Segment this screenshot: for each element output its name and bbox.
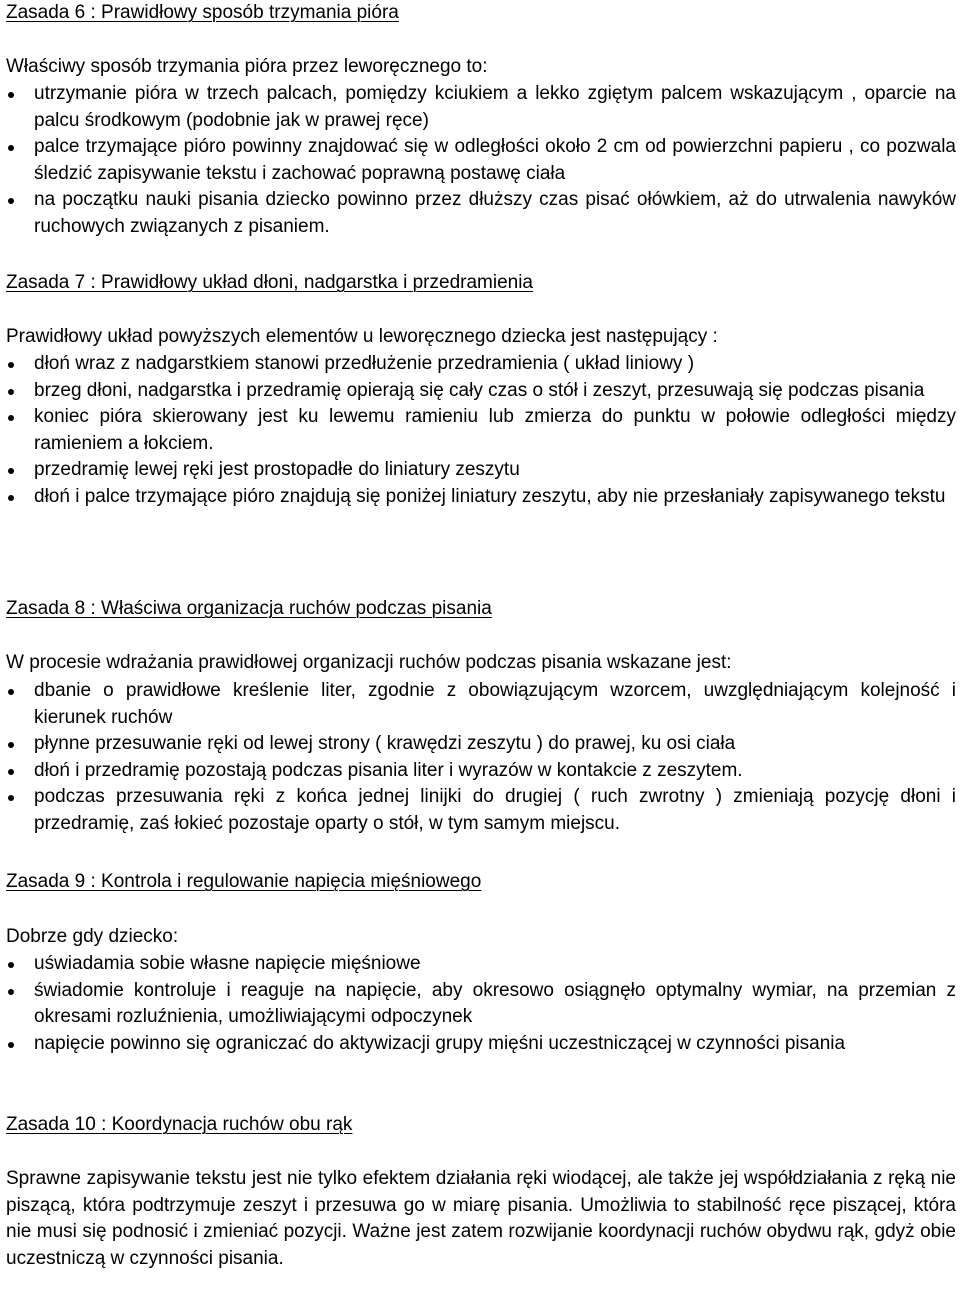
section-intro: W procesie wdrażania prawidłowej organizacji ruchów podczas pisania wskazane jest: [6,652,732,673]
bullet-icon [8,495,14,501]
list-item: dłoń wraz z nadgarstkiem stanowi przedłużenie przedramienia ( układ liniowy ) [6,351,956,378]
section-intro: Właściwy sposób trzymania pióra przez leworęcznego to: [6,56,488,77]
bullet-icon [8,389,14,395]
bullet-icon [8,742,14,748]
list-item: napięcie powinno się ograniczać do aktywizacji grupy mięśni uczestniczącej w czynności pisania [6,1031,956,1058]
list-item: dłoń i przedramię pozostają podczas pisania liter i wyrazów w kontakcie z zeszytem. [6,758,956,785]
bullet-list [6,351,956,510]
bullet-icon [8,145,14,151]
bullet-icon [8,198,14,204]
list-item: dbanie o prawidłowe kreślenie liter, zgodnie z obowiązującym wzorcem, uwzględniającym kolejność i kierunek ruchów [6,678,956,731]
list-item: uświadamia sobie własne napięcie mięśniowe [6,951,956,978]
bullet-icon [8,468,14,474]
section-intro: Prawidłowy układ powyższych elementów u leworęcznego dziecka jest następujący : [6,326,718,347]
bullet-icon [8,689,14,695]
bullet-icon [8,415,14,421]
list-item: świadomie kontroluje i reaguje na napięcie, aby okresowo osiągnęło optymalny wymiar, na przemian z okresami rozluźnienia, umożliwiającymi odpoczynek [6,978,956,1031]
bullet-icon [8,769,14,775]
bullet-list [6,81,956,240]
list-item: koniec pióra skierowany jest ku lewemu ramieniu lub zmierza do punktu w połowie odległości między ramieniem a łokciem. [6,404,956,457]
section-heading: Zasada 10 : Koordynacja ruchów obu rąk [6,1114,353,1135]
list-item: przedramię lewej ręki jest prostopadłe do liniatury zeszytu [6,457,956,484]
section-heading: Zasada 7 : Prawidłowy układ dłoni, nadgarstka i przedramienia [6,272,533,293]
bullet-icon [8,92,14,98]
bullet-icon [8,362,14,368]
list-item: utrzymanie pióra w trzech palcach, pomiędzy kciukiem a lekko zgiętym palcem wskazującym , oparcie na palcu środkowym (podobnie jak w prawej ręce) [6,81,956,134]
list-item: na początku nauki pisania dziecko powinno przez dłuższy czas pisać ołówkiem, aż do utrwalenia nawyków ruchowych związanych z pisaniem. [6,187,956,240]
list-item: dłoń i palce trzymające pióro znajdują się poniżej liniatury zeszytu, aby nie przesłaniały zapisywanego tekstu [6,484,956,511]
bullet-list [6,951,956,1057]
bullet-icon [8,795,14,801]
section-intro: Dobrze gdy dziecko: [6,926,179,947]
list-item: podczas przesuwania ręki z końca jednej linijki do drugiej ( ruch zwrotny ) zmieniają pozycję dłoni i przedramię, zaś łokieć pozostaje oparty o stół, w tym samym miejscu. [6,784,956,837]
bullet-list [6,678,956,837]
list-item: palce trzymające pióro powinny znajdować się w odległości około 2 cm od powierzchni papieru , co pozwala śledzić zapisywanie tekstu i zachować poprawną postawę ciała [6,134,956,187]
list-item: brzeg dłoni, nadgarstka i przedramię opierają się cały czas o stół i zeszyt, przesuwają się podczas pisania [6,378,956,405]
bullet-icon [8,989,14,995]
section-heading: Zasada 6 : Prawidłowy sposób trzymania pióra [6,2,399,23]
bullet-icon [8,962,14,968]
section-heading: Zasada 9 : Kontrola i regulowanie napięcia mięśniowego [6,871,482,892]
bullet-icon [8,1042,14,1048]
list-item: płynne przesuwanie ręki od lewej strony ( krawędzi zeszytu ) do prawej, ku osi ciała [6,731,956,758]
section-heading: Zasada 8 : Właściwa organizacja ruchów podczas pisania [6,598,492,619]
section-paragraph: Sprawne zapisywanie tekstu jest nie tylko efektem działania ręki wiodącej, ale także jej współdziałania z ręką nie piszącą, która podtrzymuje zeszyt i przesuwa go w miarę pisania. Umożliwia to stabilność ręce piszącej, która nie musi się podnosić i zmieniać pozycji. Ważne jest zatem rozwijanie koordynacji ruchów obydwu rąk, gdyż obie uczestniczą w czynności pisania. [6,1168,956,1269]
